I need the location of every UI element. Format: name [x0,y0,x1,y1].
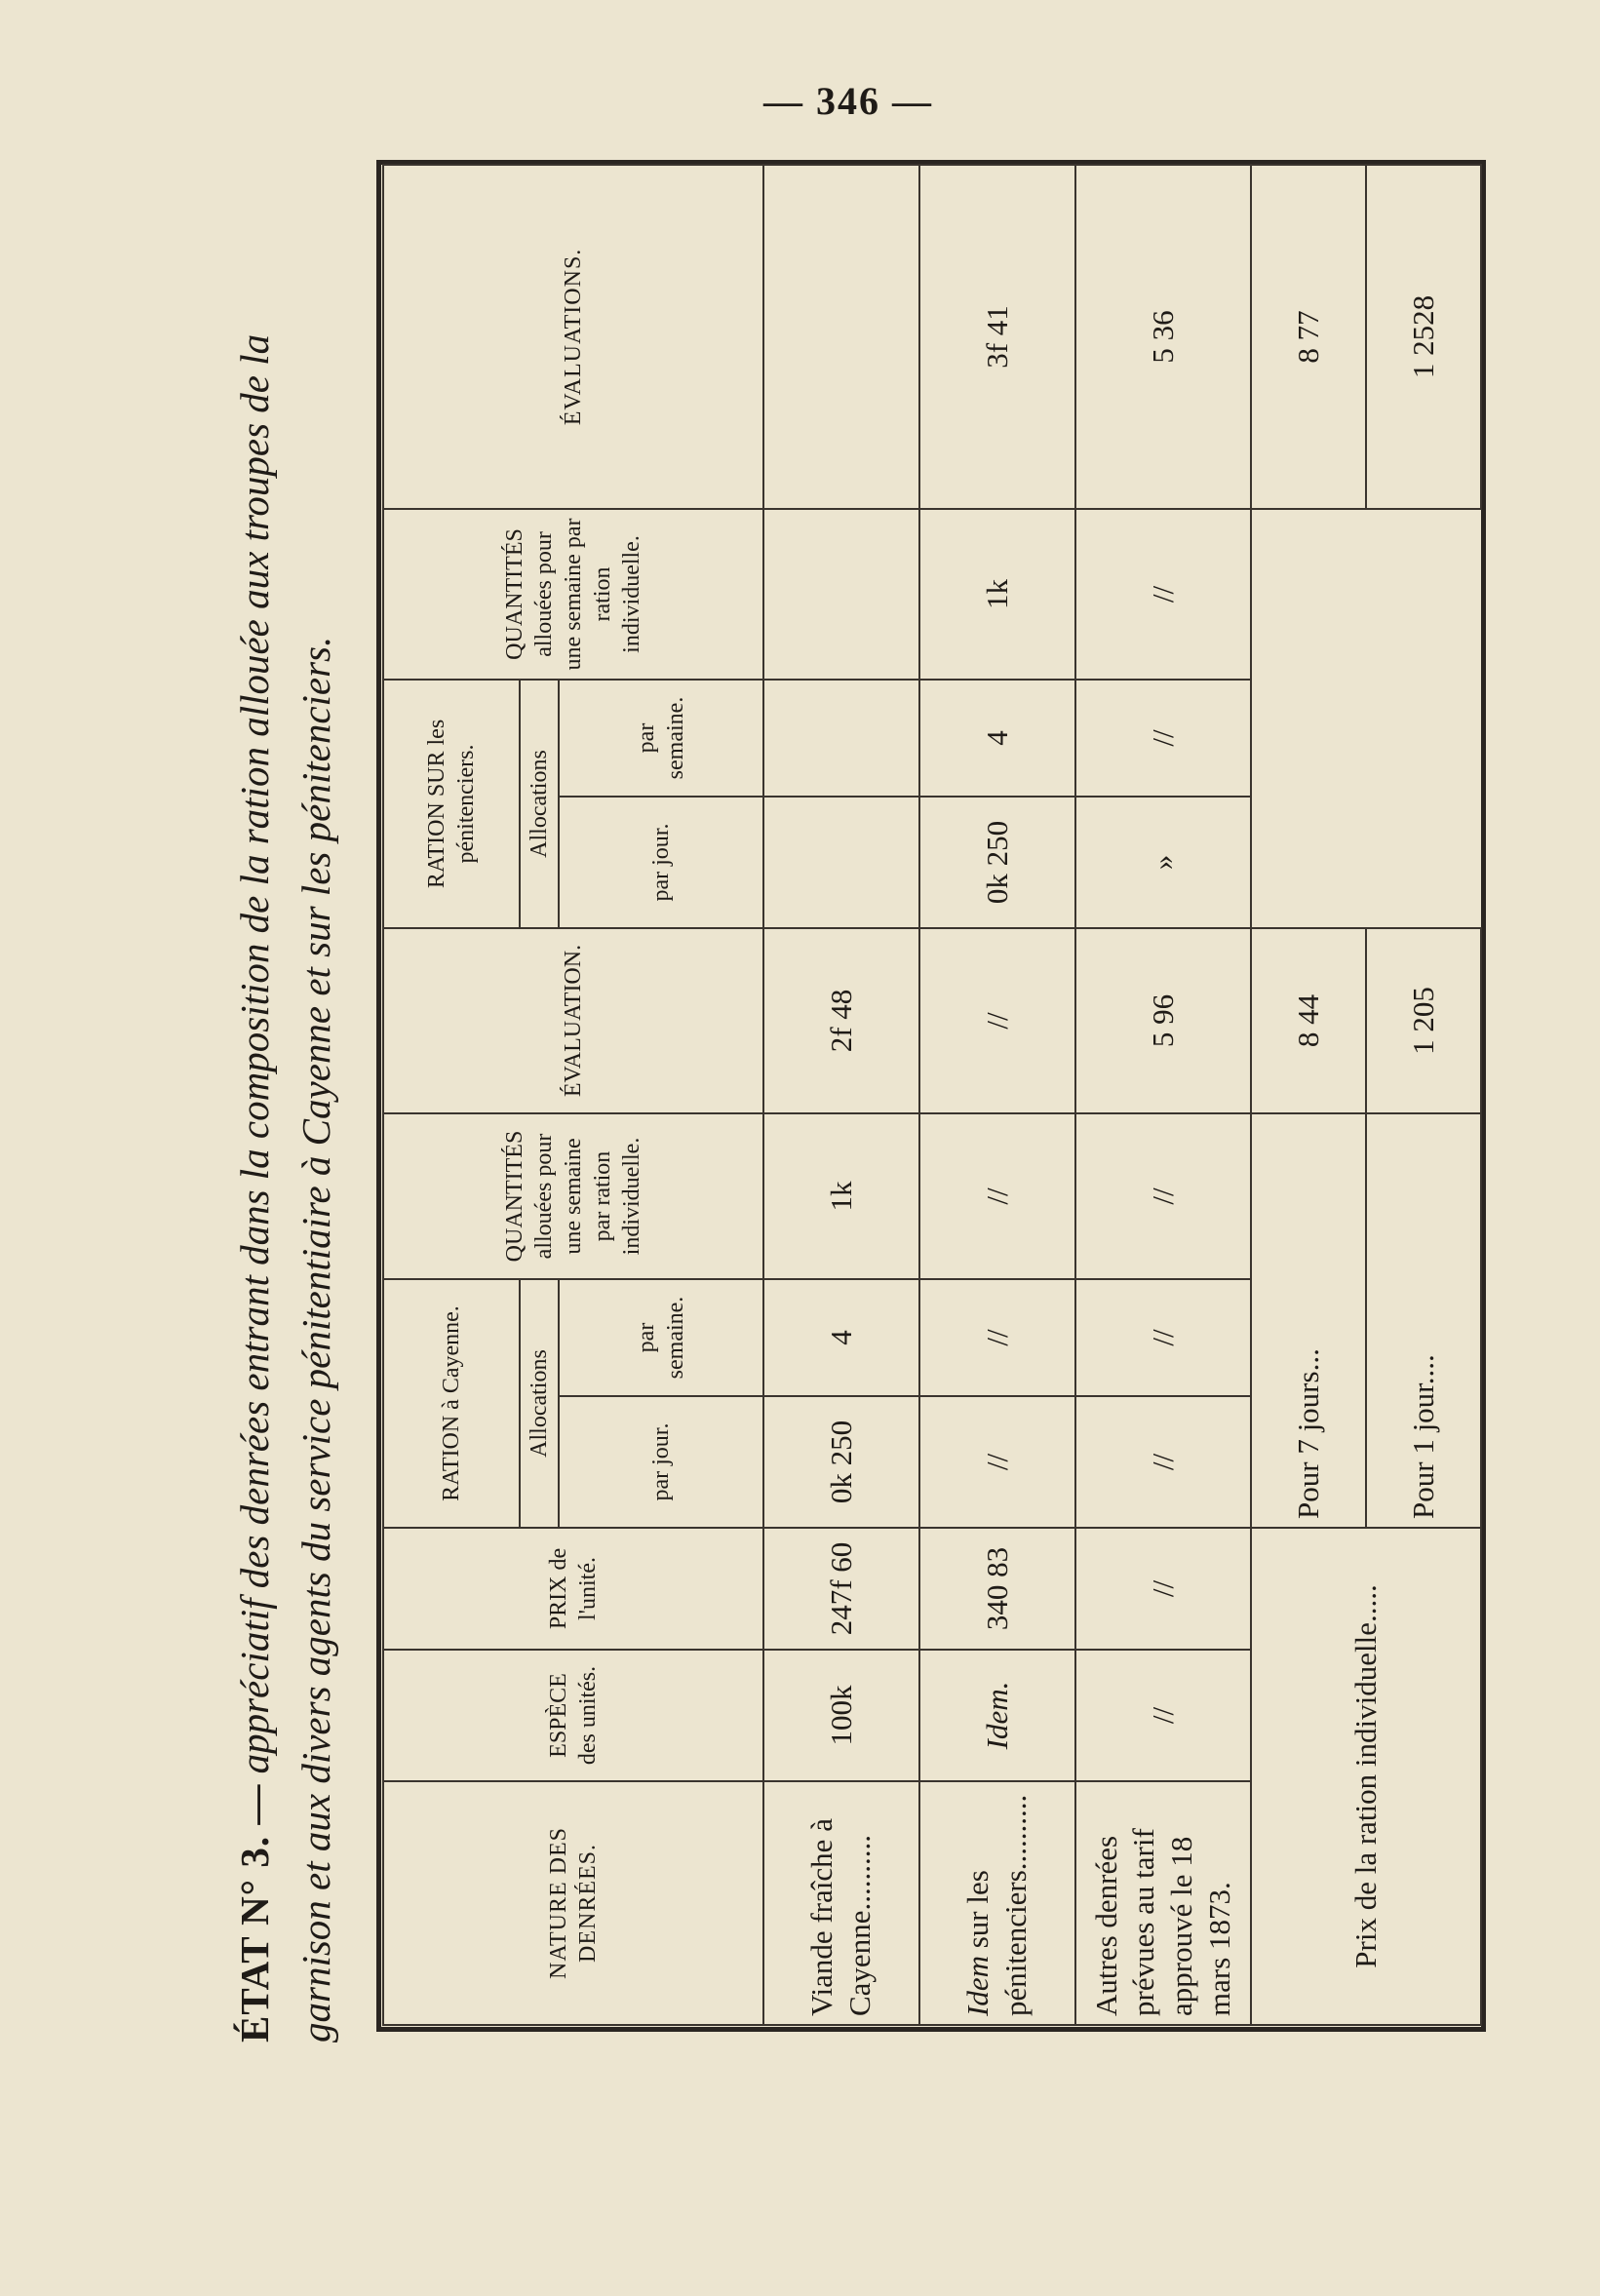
row-espece: 100k [763,1650,919,1781]
row-cay-jour: 0k 250 [763,1396,919,1528]
header-row-1 [383,165,520,2025]
row-pen-jour: » [1075,797,1251,928]
row-cay-semaine: // [919,1279,1075,1396]
table-row [1075,165,1251,2025]
header-nature: NATURE DES DENRÉES. [383,1781,763,2025]
row-nature-text: sur les pénitenciers.......... [960,1794,1033,2016]
row-cay-jour: // [919,1396,1075,1528]
row-pen-quantite: // [1075,509,1251,680]
row-prix: 247f 60 [763,1528,919,1650]
row-cay-semaine: 4 [763,1279,919,1396]
header-quantites-cayenne: QUANTITÉS allouées pour une semaine par ration individuelle. [383,1113,763,1279]
table-row [919,165,1075,2025]
ration-table [382,164,1482,2026]
row-pen-semaine [763,680,919,797]
totals-pen-day: 1 2528 [1366,165,1481,509]
row-espece: // [1075,1650,1251,1781]
row-pen-eval: 3f 41 [919,165,1075,509]
header-cay-par-semaine: par semaine. [559,1279,763,1396]
totals-day-label: Pour 1 jour.... [1366,1113,1481,1528]
row-pen-jour: 0k 250 [919,797,1075,928]
totals-blank [1251,509,1481,928]
header-quantites-penitenciers: QUANTITÉS allouées pour une semaine par ration individuelle. [383,509,763,680]
row-pen-jour [763,797,919,928]
totals-week-label: Pour 7 jours... [1251,1113,1366,1528]
caption-text: appréciatif des denrées entrant dans la composition de la ration allouée aux troupes de la garnison et aux divers agents du service pénitentiaire à Cayenne et sur les pénitenciers. [232,333,338,2043]
row-cay-quantite: 1k [763,1113,919,1279]
caption-lead: ÉTAT N° 3. — [232,1783,277,2043]
page-number: — 346 — [763,79,933,123]
row-nature: Idem sur les pénitenciers.......... [919,1781,1075,2025]
totals-label: Prix de la ration individuelle..... [1251,1528,1481,2025]
row-cay-quantite: // [919,1113,1075,1279]
row-cay-eval: 5 96 [1075,928,1251,1113]
row-pen-semaine: 4 [919,680,1075,797]
header-cay-par-jour: par jour. [559,1396,763,1528]
table-wrap [382,166,1480,2026]
totals-cay-day: 1 205 [1366,928,1481,1113]
totals-row-week [1251,165,1366,2025]
header-prix: PRIX de l'unité. [383,1528,763,1650]
header-ration-penitenciers: RATION SUR les pénitenciers. [383,680,520,928]
row-espece: Idem. [919,1650,1075,1781]
totals-pen-week: 8 77 [1251,165,1366,509]
totals-cay-week: 8 44 [1251,928,1366,1113]
row-cay-eval: // [919,928,1075,1113]
row-pen-eval [763,165,919,509]
row-cay-eval: 2f 48 [763,928,919,1113]
header-allocations-cayenne: Allocations [520,1279,559,1528]
row-pen-quantite: 1k [919,509,1075,680]
header-pen-par-jour: par jour. [559,797,763,928]
row-cay-quantite: // [1075,1113,1251,1279]
header-ration-cayenne: RATION à Cayenne. [383,1279,520,1528]
table-row [763,165,919,2025]
row-cay-jour: // [1075,1396,1251,1528]
row-pen-quantite [763,509,919,680]
header-pen-par-semaine: par semaine. [559,680,763,797]
row-cay-semaine: // [1075,1279,1251,1396]
row-pen-semaine: // [1075,680,1251,797]
row-pen-eval: 5 36 [1075,165,1251,509]
header-evaluations: ÉVALUATIONS. [383,165,763,509]
header-evaluation-cayenne: ÉVALUATION. [383,928,763,1113]
row-prix: // [1075,1528,1251,1650]
row-prix: 340 83 [919,1528,1075,1650]
header-allocations-penitenciers: Allocations [520,680,559,928]
row-nature: Autres denrées prévues au tarif approuvé le 18 mars 1873. [1075,1781,1251,2025]
table-caption [224,190,347,2043]
row-nature: Viande fraîche à Cayenne.......... [763,1781,919,2025]
header-espece: ESPÈCE des unités. [383,1650,763,1781]
